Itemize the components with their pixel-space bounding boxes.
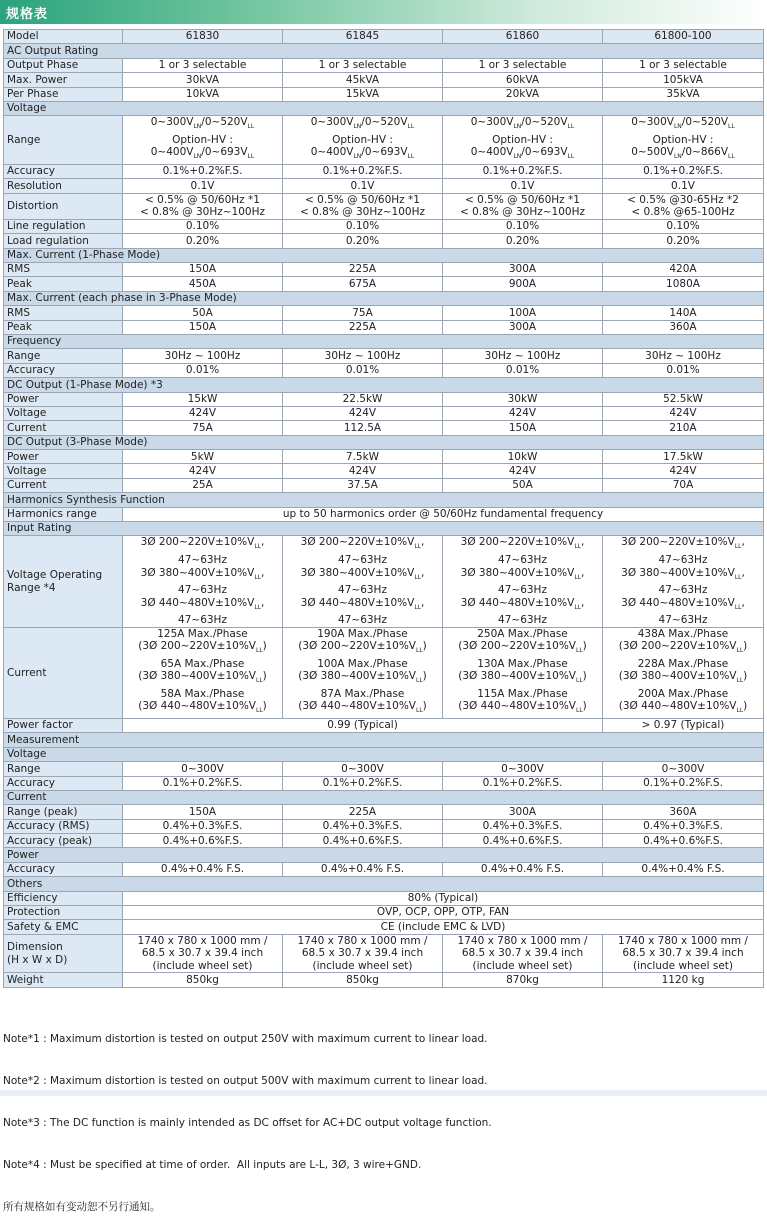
row-label: Load regulation (4, 234, 123, 248)
table-row (4, 478, 764, 492)
row-label: Harmonics range (4, 507, 123, 521)
table-row (4, 262, 764, 276)
spec-value: 0.10% (443, 219, 603, 233)
spec-value: 424V (283, 406, 443, 420)
spec-value: 0.1V (283, 179, 443, 193)
spec-value: 0.4%+0.3%F.S. (443, 819, 603, 833)
spec-value: 75A (123, 421, 283, 435)
table-row (4, 934, 764, 973)
table-row (4, 891, 764, 905)
spec-value: 30kVA (123, 73, 283, 87)
spec-value: 850kg (123, 973, 283, 987)
spec-value: 420A (603, 262, 764, 276)
section-header (4, 435, 764, 449)
spec-value: 0.1%+0.2%F.S. (283, 776, 443, 790)
spec-value: 50A (123, 306, 283, 320)
spec-value: 3Ø $200\sim 220V\pm 10\%V_{LL}$, 47~63Hz 3Ø $380\sim 400V\pm 10\%V_{LL}$, 47~63Hz 3Ø $440\sim 480V\pm 10\%V_{LL}$, 47~63Hz (603, 536, 764, 627)
spec-value: 0.1%+0.2%F.S. (123, 165, 283, 179)
row-label: Accuracy (RMS) (4, 819, 123, 833)
spec-value: 900A (443, 277, 603, 291)
model-cell: 61830 (123, 30, 283, 44)
spec-value: 1 or 3 selectable (443, 58, 603, 72)
spec-value: 0.10% (283, 219, 443, 233)
row-label: Line regulation (4, 219, 123, 233)
spec-value: 424V (443, 464, 603, 478)
row-label: RMS (4, 306, 123, 320)
table-row (4, 906, 764, 920)
footnote: Note*2 : Maximum distortion is tested on output 500V with maximum current to linear load. (3, 1075, 488, 1087)
spec-value: 0.20% (123, 234, 283, 248)
row-label: Peak (4, 277, 123, 291)
spec-value: 0.1%+0.2%F.S. (443, 776, 603, 790)
spec-value: 0.01% (443, 363, 603, 377)
row-label: Per Phase (4, 87, 123, 101)
page-title: 规格表 (6, 7, 49, 22)
spec-value: 300A (443, 320, 603, 334)
table-row (4, 58, 764, 72)
spec-value: 0.4%+0.4% F.S. (283, 862, 443, 876)
section-label: Others (4, 877, 764, 891)
row-label: Current (4, 478, 123, 492)
spec-value: 3Ø $200\sim 220V\pm 10\%V_{LL}$, 47~63Hz 3Ø $380\sim 400V\pm 10\%V_{LL}$, 47~63Hz 3Ø $440\sim 480V\pm 10\%V_{LL}$, 47~63Hz (123, 536, 283, 627)
section-label: Current (4, 790, 764, 804)
section-header (4, 334, 764, 348)
spec-value: 25A (123, 478, 283, 492)
spec-value: < 0.5% @ 50/60Hz *1 < 0.8% @ 30Hz~100Hz (283, 193, 443, 219)
spec-value: 0.4%+0.4% F.S. (443, 862, 603, 876)
spec-value: 30kW (443, 392, 603, 406)
spec-value: 675A (283, 277, 443, 291)
spec-value: < 0.5% @30-65Hz *2 < 0.8% @65-100Hz (603, 193, 764, 219)
spec-value: 0.01% (123, 363, 283, 377)
section-header (4, 378, 764, 392)
row-label: Dimension (H x W x D) (4, 934, 123, 973)
spec-value: 225A (283, 805, 443, 819)
spec-value: 15kVA (283, 87, 443, 101)
spec-value: 22.5kW (283, 392, 443, 406)
table-row (4, 762, 764, 776)
table-row (4, 277, 764, 291)
table-row (4, 349, 764, 363)
spec-value: 0.1V (603, 179, 764, 193)
row-label: RMS (4, 262, 123, 276)
section-label: AC Output Rating (4, 44, 764, 58)
footnote: Note*3 : The DC function is mainly intended as DC offset for AC+DC output voltage function. (3, 1117, 492, 1129)
table-row (4, 776, 764, 790)
spec-value: 0.4%+0.6%F.S. (443, 834, 603, 848)
model-cell: 61800-100 (603, 30, 764, 44)
spec-value: 30Hz ~ 100Hz (283, 349, 443, 363)
section-label: DC Output (1-Phase Mode) *3 (4, 378, 764, 392)
table-row (4, 219, 764, 233)
table-row (4, 834, 764, 848)
spec-value: 0.4%+0.6%F.S. (123, 834, 283, 848)
spec-value: 150A (443, 421, 603, 435)
section-label: Measurement (4, 733, 764, 747)
spec-value: 10kVA (123, 87, 283, 101)
section-header (4, 291, 764, 305)
row-label: Range (4, 762, 123, 776)
section-label: Voltage (4, 101, 764, 115)
spec-value: 190A Max./Phase (3Ø $200\sim 220V\pm 10\%V_{LL}$) 100A Max./Phase (3Ø $380\sim 400V\pm 10\%V_{LL}$) 87A Max./Phase (3Ø $440\sim 480V\pm 10\%V_{LL}$) (283, 627, 443, 718)
spec-value: 0.1%+0.2%F.S. (603, 165, 764, 179)
spec-value: 60kVA (443, 73, 603, 87)
spec-value: 0.20% (443, 234, 603, 248)
spec-value: 424V (603, 406, 764, 420)
spec-value: up to 50 harmonics order @ 50/60Hz fundamental frequency (123, 507, 764, 521)
spec-value: 140A (603, 306, 764, 320)
section-header (4, 248, 764, 262)
footnote: Note*1 : Maximum distortion is tested on output 250V with maximum current to linear load. (3, 1033, 488, 1045)
section-header (4, 877, 764, 891)
row-label: Resolution (4, 179, 123, 193)
spec-value: 37.5A (283, 478, 443, 492)
spec-value: 52.5kW (603, 392, 764, 406)
table-row (4, 464, 764, 478)
spec-value: 0.4%+0.4% F.S. (123, 862, 283, 876)
table-row (4, 363, 764, 377)
spec-value: 0.10% (603, 219, 764, 233)
spec-value: 1 or 3 selectable (603, 58, 764, 72)
spec-value: > 0.97 (Typical) (603, 718, 764, 732)
row-label: Accuracy (4, 165, 123, 179)
spec-value: 424V (123, 464, 283, 478)
spec-value: 0~300V (443, 762, 603, 776)
spec-value: 0.4%+0.4% F.S. (603, 862, 764, 876)
spec-value: 15kW (123, 392, 283, 406)
spec-value: 0.10% (123, 219, 283, 233)
spec-value: 0.01% (283, 363, 443, 377)
spec-value: 0~300V (603, 762, 764, 776)
section-header (4, 101, 764, 115)
spec-value: 424V (603, 464, 764, 478)
spec-value: 250A Max./Phase (3Ø $200\sim 220V\pm 10\%V_{LL}$) 130A Max./Phase (3Ø $380\sim 400V\pm 10\%V_{LL}$) 115A Max./Phase (3Ø $440\sim 480V\pm 10\%V_{LL}$) (443, 627, 603, 718)
section-label: Harmonics Synthesis Function (4, 493, 764, 507)
spec-value: 0.1V (443, 179, 603, 193)
row-label: Weight (4, 973, 123, 987)
section-header (4, 790, 764, 804)
spec-value: < 0.5% @ 50/60Hz *1 < 0.8% @ 30Hz~100Hz (443, 193, 603, 219)
section-header (4, 493, 764, 507)
spec-value: 0~300V (283, 762, 443, 776)
row-label: Current (4, 421, 123, 435)
spec-value: 360A (603, 320, 764, 334)
spec-value: 210A (603, 421, 764, 435)
spec-value: 360A (603, 805, 764, 819)
row-label: Voltage Operating Range *4 (4, 536, 123, 627)
spec-value: 850kg (283, 973, 443, 987)
table-row (4, 193, 764, 219)
table-row (4, 234, 764, 248)
row-label: Output Phase (4, 58, 123, 72)
row-label: Voltage (4, 406, 123, 420)
table-row (4, 862, 764, 876)
spec-value: 1080A (603, 277, 764, 291)
section-label: Voltage (4, 747, 764, 761)
spec-value: 1740 x 780 x 1000 mm / 68.5 x 30.7 x 39.4 inch (include wheel set) (443, 934, 603, 973)
spec-value: 17.5kW (603, 450, 764, 464)
table-row (4, 973, 764, 987)
spec-value: 0.4%+0.3%F.S. (603, 819, 764, 833)
row-label: Current (4, 627, 123, 718)
section-header (4, 747, 764, 761)
row-label: Power factor (4, 718, 123, 732)
spec-value: 438A Max./Phase (3Ø $200\sim 220V\pm 10\%V_{LL}$) 228A Max./Phase (3Ø $380\sim 400V\pm 10\%V_{LL}$) 200A Max./Phase (3Ø $440\sim 480V\pm 10\%V_{LL}$) (603, 627, 764, 718)
spec-value: 150A (123, 320, 283, 334)
spec-value: 0.1%+0.2%F.S. (283, 165, 443, 179)
table-row (4, 536, 764, 627)
spec-value: 0.4%+0.3%F.S. (283, 819, 443, 833)
table-row (4, 306, 764, 320)
spec-value: 3Ø $200\sim 220V\pm 10\%V_{LL}$, 47~63Hz 3Ø $380\sim 400V\pm 10\%V_{LL}$, 47~63Hz 3Ø $440\sim 480V\pm 10\%V_{LL}$, 47~63Hz (443, 536, 603, 627)
spec-value: 225A (283, 262, 443, 276)
spec-value: 112.5A (283, 421, 443, 435)
spec-value: $0\sim 300V_{LN}/0\sim 520V_{LL}$ Option-HV : $0\sim 400V_{LN}/0\sim 693V_{LL}$ (443, 116, 603, 165)
section-label: Frequency (4, 334, 764, 348)
section-label: DC Output (3-Phase Mode) (4, 435, 764, 449)
spec-value: 225A (283, 320, 443, 334)
spec-value: $0\sim 300V_{LN}/0\sim 520V_{LL}$ Option-HV : $0\sim 400V_{LN}/0\sim 693V_{LL}$ (283, 116, 443, 165)
model-cell: 61845 (283, 30, 443, 44)
spec-value: 0.01% (603, 363, 764, 377)
spec-table (3, 29, 764, 988)
spec-value: 0.4%+0.6%F.S. (283, 834, 443, 848)
model-row (4, 30, 764, 44)
table-row (4, 507, 764, 521)
table-row (4, 116, 764, 165)
spec-value: 0.4%+0.6%F.S. (603, 834, 764, 848)
row-label: Max. Power (4, 73, 123, 87)
row-label: Range (4, 349, 123, 363)
table-row (4, 87, 764, 101)
footnote: Note*4 : Must be specified at time of order. All inputs are L-L, 3Ø, 3 wire+GND. (3, 1159, 422, 1171)
spec-value: 45kVA (283, 73, 443, 87)
row-label: Distortion (4, 193, 123, 219)
section-label: Power (4, 848, 764, 862)
table-row (4, 805, 764, 819)
spec-value: 35kVA (603, 87, 764, 101)
header-bar (0, 0, 767, 24)
spec-value: 70A (603, 478, 764, 492)
spec-value: 0~300V (123, 762, 283, 776)
row-label: Accuracy (4, 862, 123, 876)
spec-value: 3Ø $200\sim 220V\pm 10\%V_{LL}$, 47~63Hz 3Ø $380\sim 400V\pm 10\%V_{LL}$, 47~63Hz 3Ø $440\sim 480V\pm 10\%V_{LL}$, 47~63Hz (283, 536, 443, 627)
table-row (4, 179, 764, 193)
spec-value: 30Hz ~ 100Hz (603, 349, 764, 363)
footnotes (3, 1004, 492, 1228)
spec-value: 1120 kg (603, 973, 764, 987)
spec-value: 0.20% (603, 234, 764, 248)
table-row (4, 73, 764, 87)
spec-value: 300A (443, 805, 603, 819)
spec-value: 75A (283, 306, 443, 320)
spec-value: 0.4%+0.3%F.S. (123, 819, 283, 833)
spec-value: 450A (123, 277, 283, 291)
spec-value: 1740 x 780 x 1000 mm / 68.5 x 30.7 x 39.4 inch (include wheel set) (123, 934, 283, 973)
table-row (4, 920, 764, 934)
spec-value: 1 or 3 selectable (123, 58, 283, 72)
spec-value: 300A (443, 262, 603, 276)
spec-value: 50A (443, 478, 603, 492)
row-label: Power (4, 392, 123, 406)
spec-value: 0.1%+0.2%F.S. (603, 776, 764, 790)
spec-value: 424V (283, 464, 443, 478)
spec-value: 150A (123, 262, 283, 276)
spec-value: 30Hz ~ 100Hz (123, 349, 283, 363)
spec-value: 10kW (443, 450, 603, 464)
table-row (4, 450, 764, 464)
section-header (4, 44, 764, 58)
table-row (4, 165, 764, 179)
spec-value: 1740 x 780 x 1000 mm / 68.5 x 30.7 x 39.4 inch (include wheel set) (603, 934, 764, 973)
spec-value: 20kVA (443, 87, 603, 101)
table-row (4, 421, 764, 435)
row-label: Accuracy (peak) (4, 834, 123, 848)
section-label: Max. Current (1-Phase Mode) (4, 248, 764, 262)
row-label: Peak (4, 320, 123, 334)
table-row (4, 819, 764, 833)
spec-value: 80% (Typical) (123, 891, 764, 905)
spec-value: 150A (123, 805, 283, 819)
spec-value: 424V (443, 406, 603, 420)
spec-value: 105kVA (603, 73, 764, 87)
bottom-divider (0, 1090, 767, 1096)
section-header (4, 522, 764, 536)
spec-value: 0.1%+0.2%F.S. (443, 165, 603, 179)
table-row (4, 406, 764, 420)
table-row (4, 627, 764, 718)
row-label: Efficiency (4, 891, 123, 905)
model-label: Model (4, 30, 123, 44)
spec-value: 0.20% (283, 234, 443, 248)
table-row (4, 392, 764, 406)
footnote: 所有规格如有变动恕不另行通知。 (3, 1201, 161, 1213)
spec-value: 7.5kW (283, 450, 443, 464)
spec-value: 870kg (443, 973, 603, 987)
row-label: Range (4, 116, 123, 165)
spec-value: 30Hz ~ 100Hz (443, 349, 603, 363)
model-cell: 61860 (443, 30, 603, 44)
spec-value: $0\sim 300V_{LN}/0\sim 520V_{LL}$ Option-HV : $0\sim 400V_{LN}/0\sim 693V_{LL}$ (123, 116, 283, 165)
spec-value: OVP, OCP, OPP, OTP, FAN (123, 906, 764, 920)
spec-value: 1740 x 780 x 1000 mm / 68.5 x 30.7 x 39.4 inch (include wheel set) (283, 934, 443, 973)
spec-value: 100A (443, 306, 603, 320)
table-row (4, 320, 764, 334)
spec-value: 125A Max./Phase (3Ø $200\sim 220V\pm 10\%V_{LL}$) 65A Max./Phase (3Ø $380\sim 400V\pm 10\%V_{LL}$) 58A Max./Phase (3Ø $440\sim 480V\pm 10\%V_{LL}$) (123, 627, 283, 718)
spec-value: 424V (123, 406, 283, 420)
row-label: Accuracy (4, 363, 123, 377)
spec-value: < 0.5% @ 50/60Hz *1 < 0.8% @ 30Hz~100Hz (123, 193, 283, 219)
section-label: Input Rating (4, 522, 764, 536)
section-header (4, 733, 764, 747)
row-label: Range (peak) (4, 805, 123, 819)
section-header (4, 848, 764, 862)
spec-value: CE (include EMC & LVD) (123, 920, 764, 934)
spec-value: 0.1%+0.2%F.S. (123, 776, 283, 790)
table-row (4, 718, 764, 732)
row-label: Accuracy (4, 776, 123, 790)
section-label: Max. Current (each phase in 3-Phase Mode) (4, 291, 764, 305)
spec-value: 0.1V (123, 179, 283, 193)
spec-value: $0\sim 300V_{LN}/0\sim 520V_{LL}$ Option-HV : $0\sim 500V_{LN}/0\sim 866V_{LL}$ (603, 116, 764, 165)
row-label: Voltage (4, 464, 123, 478)
row-label: Safety & EMC (4, 920, 123, 934)
spec-value: 1 or 3 selectable (283, 58, 443, 72)
spec-value: 0.99 (Typical) (123, 718, 603, 732)
spec-value: 5kW (123, 450, 283, 464)
row-label: Power (4, 450, 123, 464)
row-label: Protection (4, 906, 123, 920)
